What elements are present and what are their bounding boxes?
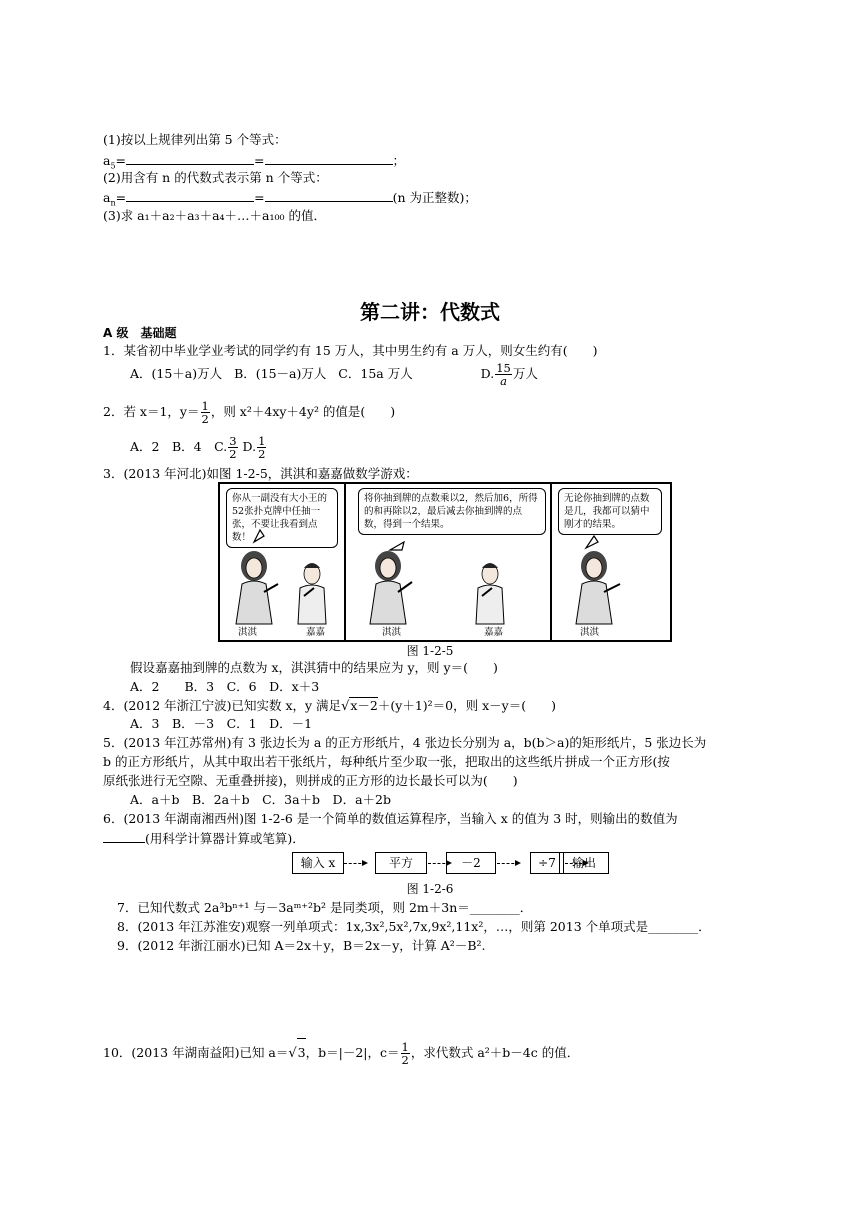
flow-box-square: 平方: [375, 852, 427, 874]
q1-opt-d-unit: 万人: [512, 366, 538, 381]
an-eq1: =: [115, 190, 127, 205]
a5-eq2: =: [254, 153, 265, 168]
comic-panel-2: [344, 484, 552, 640]
flow-box-div7: ÷7: [530, 852, 564, 874]
q9: 9．(2012 年浙江丽水)已知 A＝2x＋y，B＝2x－y，计算 A²－B².: [117, 938, 486, 953]
part2-text: (2)用含有 n 的代数式表示第 n 个等式：: [103, 170, 328, 185]
part3-text: (3)求 a₁＋a₂＋a₃＋a₄＋…＋a₁₀₀ 的值．: [103, 208, 326, 223]
q5-line-2: b 的正方形纸片，从其中取出若干张纸片，每种纸片至少取一张，把取出的这些纸片拼成一个正方形(按: [103, 754, 670, 769]
q2-stem-b: ，则 x²＋4xy＋4y² 的值是( ): [210, 404, 396, 419]
part1-text: (1)按以上规律列出第 5 个等式：: [103, 132, 287, 147]
q4-stem-b: ＋(y＋1)²＝0，则 x－y＝( ): [377, 698, 556, 713]
q1-stem: 1．某省初中毕业学业考试的同学约有 15 万人，其中男生约有 a 万人，则女生约有( ): [103, 343, 598, 358]
q10-stem-c: ，求代数式 a²＋b－4c 的值．: [410, 1045, 580, 1060]
flow-arrow-3: [497, 863, 519, 864]
q3-options: A．2 B．3 C．6 D．x＋3: [130, 679, 320, 694]
q3-question: 假设嘉嘉抽到牌的点数为 x，淇淇猜中的结果应为 y，则 y＝( ): [130, 660, 498, 675]
q5-options: A．a＋b B．2a＋b C．3a＋b D．a＋2b: [130, 792, 391, 807]
girl-figure-3: [550, 484, 670, 640]
speech-bubble-2: 将你抽到牌的点数乘以2，然后加6，所得的和再除以2，最后减去你抽到牌的点数，得到一个结果。: [358, 488, 546, 535]
q4-stem: 4．(2012 年浙江宁波)已知实数 x，y 满足√x－2＋(y＋1)²＝0，则 x－y＝( ): [103, 698, 556, 714]
figure-1-2-5-caption: 图 1-2-5: [406, 644, 454, 658]
a5-sub: 5: [110, 161, 116, 171]
q6-line-2-text: (用科学计算器计算或笔算)．: [145, 831, 305, 846]
q10-stem: 10．(2013 年湖南益阳)已知 a＝√3，b＝|－2|，c＝ $\frac{1}{2}$ ，求代数式 a²＋b－4c 的值．: [103, 1040, 580, 1067]
q10-stem-a: 10．(2013 年湖南益阳)已知 a＝: [103, 1045, 289, 1060]
an-blank-1[interactable]: [126, 189, 254, 202]
comic-figure: [218, 482, 672, 642]
name-qq-3: 淇淇: [580, 627, 600, 638]
name-jj-2: 嘉嘉: [484, 627, 504, 638]
an-equation: [103, 189, 477, 206]
q1-opt-b: B．(15－a)万人: [234, 366, 327, 381]
flow-box-input: 输入 x: [292, 852, 344, 874]
figure-1-2-6-caption: 图 1-2-6: [406, 882, 454, 896]
q4-sqrt: x－2: [350, 698, 378, 713]
name-qq-1: 淇淇: [238, 627, 258, 638]
name-jj-1: 嘉嘉: [306, 627, 326, 638]
q6-line-1: 6．(2013 年湖南湘西州)图 1-2-6 是一个简单的数值运算程序，当输入 x 的值为 3 时，则输出的数值为: [103, 811, 678, 826]
q5-line-3: 原纸张进行无空隙、无重叠拼接)，则拼成的正方形的边长最长可以为( ): [103, 773, 518, 788]
q7: 7．已知代数式 2a³bⁿ⁺¹ 与－3aᵐ⁺²b² 是同类项，则 2m＋3n＝________．: [117, 900, 533, 915]
q2-y-fraction: $\frac{1}{2}$: [201, 399, 209, 426]
a5-var: a: [103, 153, 111, 168]
an-var: a: [103, 190, 111, 205]
girl-figure-1: [220, 484, 344, 640]
page-title: 第二讲：代数式: [360, 300, 500, 324]
q10-c-fraction: $\frac{1}{2}$: [401, 1040, 409, 1067]
flow-arrow-1: [344, 863, 366, 864]
comic-panel-1: [220, 484, 346, 640]
a5-blank-1[interactable]: [126, 152, 254, 165]
q4-options: A．3 B．－3 C．1 D．－1: [130, 716, 313, 731]
q6-answer-blank[interactable]: [103, 830, 145, 843]
an-sub: n: [110, 198, 116, 208]
q6-line-2: [103, 830, 305, 847]
q2-d-fraction: $\frac{1}{2}$: [258, 434, 266, 461]
q2-stem: [103, 398, 395, 426]
an-blank-2[interactable]: [265, 189, 393, 202]
q4-stem-a: 4．(2012 年浙江宁波)已知实数 x，y 满足: [103, 698, 342, 713]
q1-opt-d: D.: [480, 366, 495, 381]
an-end: (n 为正整数)；: [392, 190, 477, 205]
q2-options: [130, 433, 267, 461]
a5-eq1: =: [115, 153, 127, 168]
a5-equation: [103, 152, 405, 169]
q1-opt-c: C．15a 万人: [338, 366, 413, 381]
q3-stem: 3．(2013 年河北)如图 1-2-5，淇淇和嘉嘉做数学游戏：: [103, 466, 418, 481]
q2-opts-abc: A．2 B．4 C.: [130, 439, 228, 454]
q2-d-label: D.: [242, 439, 257, 454]
flow-box-minus2: －2: [446, 852, 496, 874]
q10-stem-b: ，b＝|－2|，c＝: [305, 1045, 400, 1060]
name-qq-2: 淇淇: [382, 627, 402, 638]
q2-c-fraction: $\frac{3}{2}$: [229, 434, 237, 461]
q10-sqrt: 3: [297, 1038, 306, 1067]
an-eq2: =: [254, 190, 265, 205]
speech-bubble-3: 无论你抽到牌的点数是几，我都可以猜中刚才的结果。: [558, 488, 662, 535]
a5-end: ；: [392, 153, 406, 168]
q5-line-1: 5．(2013 年江苏常州)有 3 张边长为 a 的正方形纸片，4 张边长分别为 a，b(b＞a)的矩形纸片，5 张边长为: [103, 735, 707, 750]
flow-box-output: 输出: [559, 852, 609, 874]
a5-blank-2[interactable]: [265, 152, 393, 165]
q1-opt-a: A．(15＋a)万人: [130, 366, 223, 381]
speech-bubble-1: 你从一副没有大小王的52张扑克牌中任抽一张，不要让我看到点数！: [226, 488, 338, 548]
q1-fraction: $\frac{15}{a}$: [496, 361, 511, 388]
section-heading: A 级 基础题: [103, 326, 177, 340]
comic-panel-3: [550, 484, 670, 640]
q8: 8．(2013 年江苏淮安)观察一列单项式：1x,3x²,5x²,7x,9x²,11x²，…，则第 2013 个单项式是________．: [117, 919, 711, 934]
q1-options: [130, 360, 538, 388]
girl-figure-2: [344, 484, 550, 640]
q2-stem-a: 2．若 x＝1，y＝: [103, 404, 200, 419]
